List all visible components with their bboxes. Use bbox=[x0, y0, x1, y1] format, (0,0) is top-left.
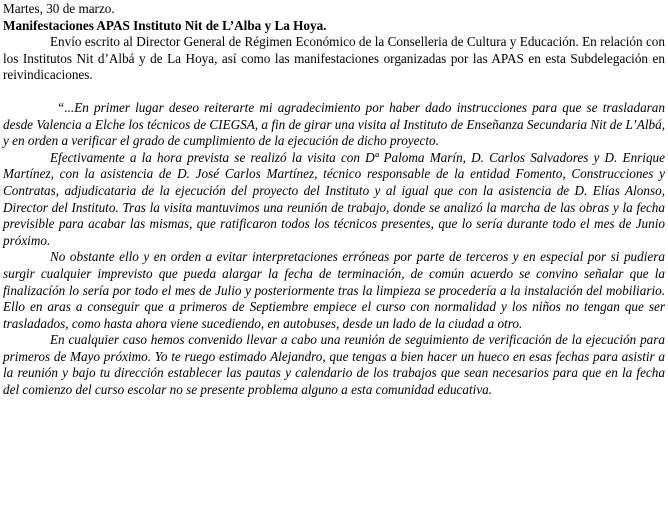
quote-paragraph-1: “...En primer lugar deseo reiterarte mi agradecimiento por haber dado instrucciones para que se trasladaran desde Valencia a Elche los técnicos de CIEGSA, a fin de girar una visita al Instituto de Enseñanza Secundaria Nit de L’Albá, y en orden a verificar el grado de cumplimiento de la ejecución de dicho proyecto. bbox=[3, 99, 665, 149]
intro-paragraph: Envío escrito al Director General de Régimen Económico de la Conselleria de Cultura y Educación. En relación con los Institutos Nit d’Albá y de La Hoya, así como las manifestaciones organizadas por las APAS en esta Subdelegación en reivindicaciones. bbox=[3, 34, 665, 83]
document-title: Manifestaciones APAS Instituto Nit de L’Alba y La Hoya. bbox=[3, 17, 327, 33]
quote-paragraph-4: En cualquier caso hemos convenido llevar a cabo una reunión de seguimiento de verificación de la ejecución para primeros de Mayo próximo. Yo te ruego estimado Alejandro, que tengas a bien hacer un hueco en esas fechas para asistir a la reunión y bajo tu dirección establecer las pautas y calendario de los trabajos que sean necesarios para que en la fecha del comienzo del curso escolar no se presente problema alguno a esta comunidad educativa. bbox=[3, 332, 665, 398]
quote-paragraph-3: No obstante ello y en orden a evitar interpretaciones erróneas por parte de terceros y en especial por si pudiera surgir cualquier imprevisto que pueda alargar la fecha de terminación, de común acuerdo se convino señalar que la finalizacíón lo sería por todo el mes de Julio y posteriormente tras la limpieza se procedería a la instalación del mobiliario. Ello en aras a conseguir que a primeros de Septiembre empiece el curso con normalidad y los niños no tengan que ser trasladados, como hasta ahora viene sucediendo, en autobuses, desde un lado de la ciudad a otro. bbox=[3, 249, 665, 331]
quote-paragraph-2: Efectivamente a la hora prevista se realizó la visita con Dª Paloma Marín, D. Carlos Salvadores y D. Enrique Martínez, con la asistencia de D. José Carlos Martínez, técnico responsable de la entidad Fomento, Construcciones y Contratas, adjudicataria de la ejecución del proyecto del Instituto y al igual que con la asistencia de D. Elías Alonso, Director del Instituto. Tras la visita mantuvimos una reunión de trabajo, donde se analizó la marcha de las obras y la fecha previsible para acabar las mismas, que ratificaron todos los técnicos presentes, que lo sería durante todo el mes de Junio próximo. bbox=[3, 149, 665, 248]
paragraph-spacer bbox=[3, 84, 665, 100]
document-date: Martes, 30 de marzo. bbox=[3, 1, 115, 16]
